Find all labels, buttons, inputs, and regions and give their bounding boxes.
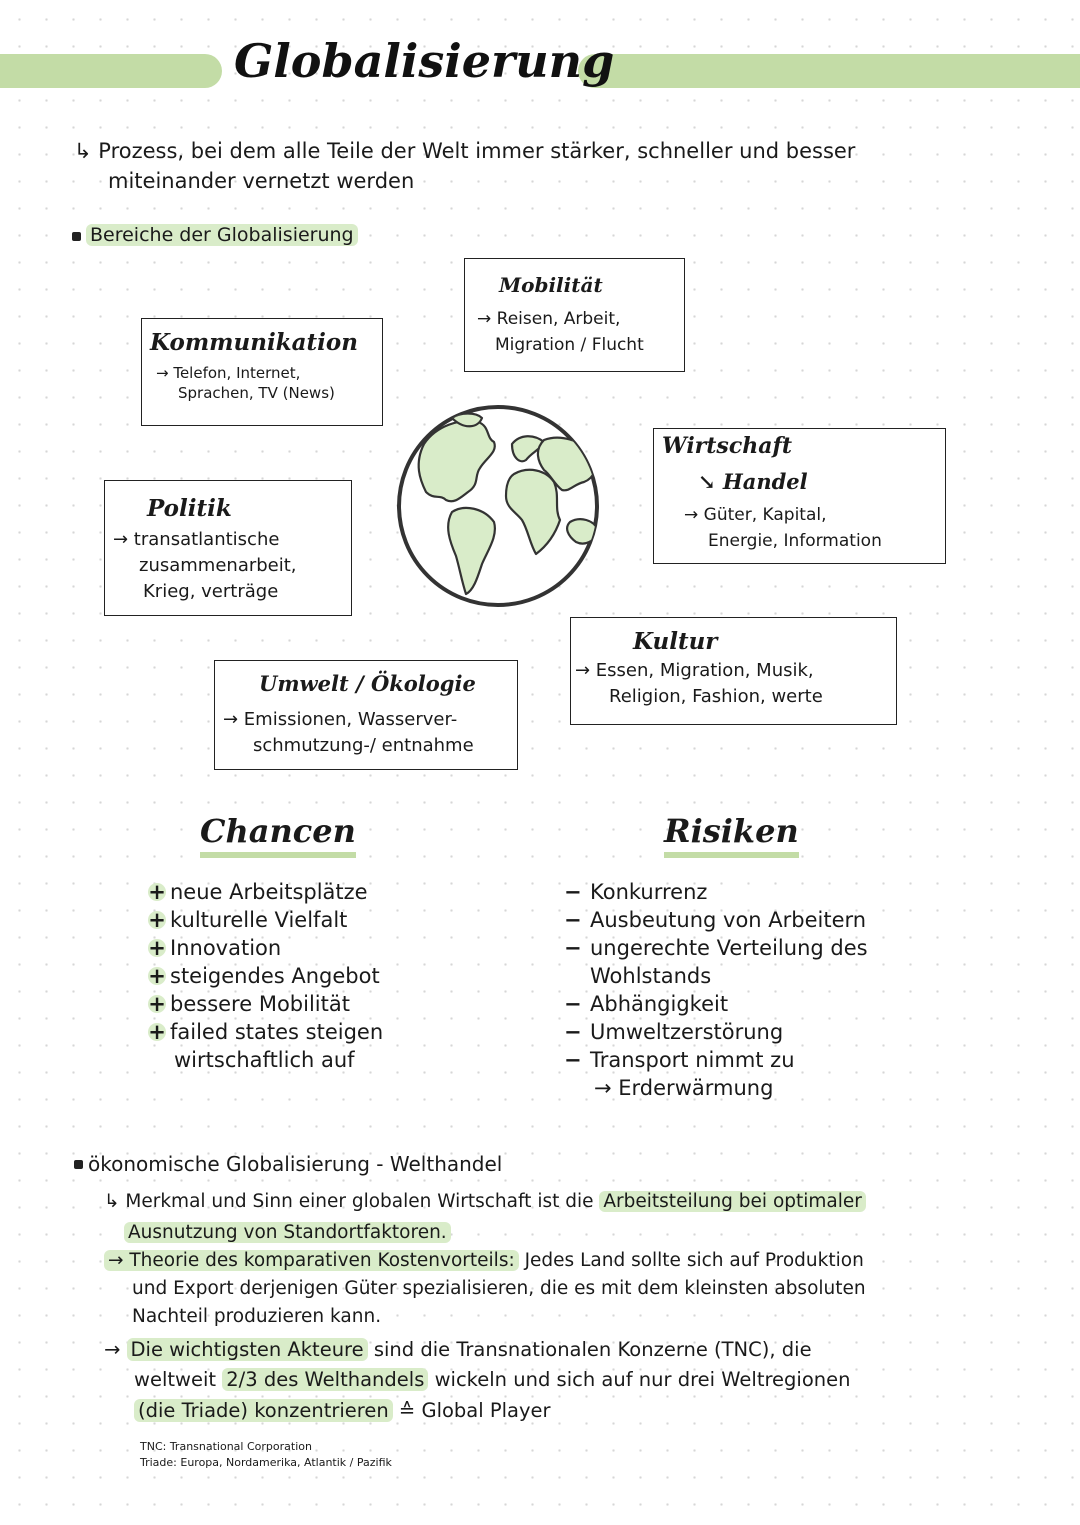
footnote-tnc: TNC: Transnational Corporation	[140, 1440, 312, 1453]
minus-icon: −	[564, 936, 582, 960]
box-kultur-title: Kultur	[633, 628, 718, 655]
box-kommunikation-title: Kommunikation	[150, 329, 358, 356]
oekonomisch-p2-line1: → Theorie des komparativen Kostenvorteils: Jedes Land sollte sich auf Produktion	[104, 1246, 864, 1276]
chancen-item: + neue Arbeitsplätze	[148, 880, 368, 904]
risiken-item: − Abhängigkeit	[564, 992, 729, 1016]
chancen-item: + steigendes Angebot	[148, 964, 380, 988]
box-mobilitaet-line1: → Reisen, Arbeit,	[477, 309, 621, 329]
box-kommunikation-line2: Sprachen, TV (News)	[178, 384, 335, 402]
oekonomisch-p2-line3: Nachteil produzieren kann.	[132, 1306, 382, 1327]
chancen-item: + bessere Mobilität	[148, 992, 350, 1016]
box-umwelt	[214, 660, 518, 770]
intro-line-1: ↳ Prozess, bei dem alle Teile der Welt immer stärker, schneller und besser	[74, 139, 856, 163]
box-wirtschaft-title: Wirtschaft	[662, 433, 793, 459]
plus-icon: +	[148, 964, 166, 988]
risiken-heading: Risiken	[664, 812, 799, 858]
box-wirtschaft	[653, 428, 946, 564]
box-kultur-line1: → Essen, Migration, Musik,	[575, 660, 814, 681]
box-politik-title: Politik	[147, 495, 232, 522]
box-wirtschaft-sub: ↘ Handel	[698, 469, 808, 494]
minus-icon: −	[564, 880, 582, 904]
plus-icon: +	[148, 1020, 166, 1044]
box-mobilitaet	[464, 258, 685, 372]
plus-icon: +	[148, 936, 166, 960]
chancen-item: + kulturelle Vielfalt	[148, 908, 348, 932]
page-title: Globalisierung	[234, 34, 615, 88]
box-umwelt-line2: schmutzung-/ entnahme	[253, 735, 474, 756]
plus-icon: +	[148, 992, 166, 1016]
risiken-item: − ungerechte Verteilung des	[564, 936, 868, 960]
minus-icon: −	[564, 1048, 582, 1072]
box-kultur	[570, 617, 897, 725]
chancen-list	[148, 878, 383, 1074]
risiken-item-continued: → Erderwärmung	[594, 1076, 774, 1100]
box-kultur-line2: Religion, Fashion, werte	[609, 686, 823, 707]
oekonomisch-p3-line1: → Die wichtigsten Akteure sind die Transnationalen Konzerne (TNC), die	[104, 1338, 812, 1361]
chancen-heading: Chancen	[200, 812, 356, 858]
risiken-item: − Konkurrenz	[564, 880, 708, 904]
bullet-oekonomisch	[74, 1160, 83, 1169]
oekonomisch-p2-line2: und Export derjenigen Güter spezialisieren, die es mit dem kleinsten absoluten	[132, 1278, 866, 1299]
box-kommunikation	[141, 318, 383, 426]
risiken-item: − Ausbeutung von Arbeitern	[564, 908, 867, 932]
oekonomisch-heading	[88, 1149, 502, 1179]
box-mobilitaet-title: Mobilität	[499, 273, 603, 297]
intro-line-2: miteinander vernetzt werden	[108, 169, 415, 193]
chancen-item: + failed states steigen	[148, 1020, 384, 1044]
box-politik-line2: zusammenarbeit,	[139, 555, 297, 576]
globe-icon	[394, 404, 602, 608]
chancen-item: + Innovation	[148, 936, 282, 960]
footnote-triade: Triade: Europa, Nordamerika, Atlantik / Pazifik	[140, 1456, 392, 1469]
box-wirtschaft-line2: Energie, Information	[708, 531, 882, 551]
oekonomisch-p1-line1: ↳ Merkmal und Sinn einer globalen Wirtschaft ist die Arbeitsteilung bei optimaler	[104, 1187, 866, 1217]
title-bar-right	[578, 54, 1080, 88]
oekonomisch-p3-line3: (die Triade) konzentrieren ≙ Global Player	[134, 1396, 551, 1426]
box-umwelt-line1: → Emissionen, Wasserver-	[223, 709, 458, 730]
title-bar-left	[0, 54, 222, 88]
oekonomisch-p1-line2: Ausnutzung von Standortfaktoren.	[124, 1218, 451, 1248]
box-politik-line3: Krieg, verträge	[143, 581, 279, 602]
minus-icon: −	[564, 1020, 582, 1044]
minus-icon: −	[564, 992, 582, 1016]
plus-icon: +	[148, 880, 166, 904]
box-umwelt-title: Umwelt / Ökologie	[259, 671, 476, 696]
box-mobilitaet-line2: Migration / Flucht	[495, 335, 644, 355]
box-politik-line1: → transatlantische	[113, 529, 280, 550]
bullet-bereiche	[72, 232, 81, 241]
oekonomisch-heading-text: ökonomische Globalisierung - Welthandel	[88, 1152, 503, 1176]
plus-icon: +	[148, 908, 166, 932]
risiken-list	[564, 878, 868, 1102]
oekonomisch-p3-line2: weltweit 2/3 des Welthandels wickeln und sich auf nur drei Weltregionen	[134, 1368, 851, 1391]
risiken-item-continued: Wohlstands	[590, 964, 712, 988]
bereiche-heading	[86, 220, 358, 250]
bereiche-heading-text: Bereiche der Globalisierung	[86, 224, 358, 246]
box-wirtschaft-line1: → Güter, Kapital,	[684, 505, 827, 525]
risiken-item: − Umweltzerstörung	[564, 1020, 784, 1044]
risiken-item: − Transport nimmt zu	[564, 1048, 795, 1072]
box-kommunikation-line1: → Telefon, Internet,	[156, 364, 301, 382]
box-politik	[104, 480, 352, 616]
chancen-item-continued: wirtschaftlich auf	[174, 1048, 355, 1072]
minus-icon: −	[564, 908, 582, 932]
